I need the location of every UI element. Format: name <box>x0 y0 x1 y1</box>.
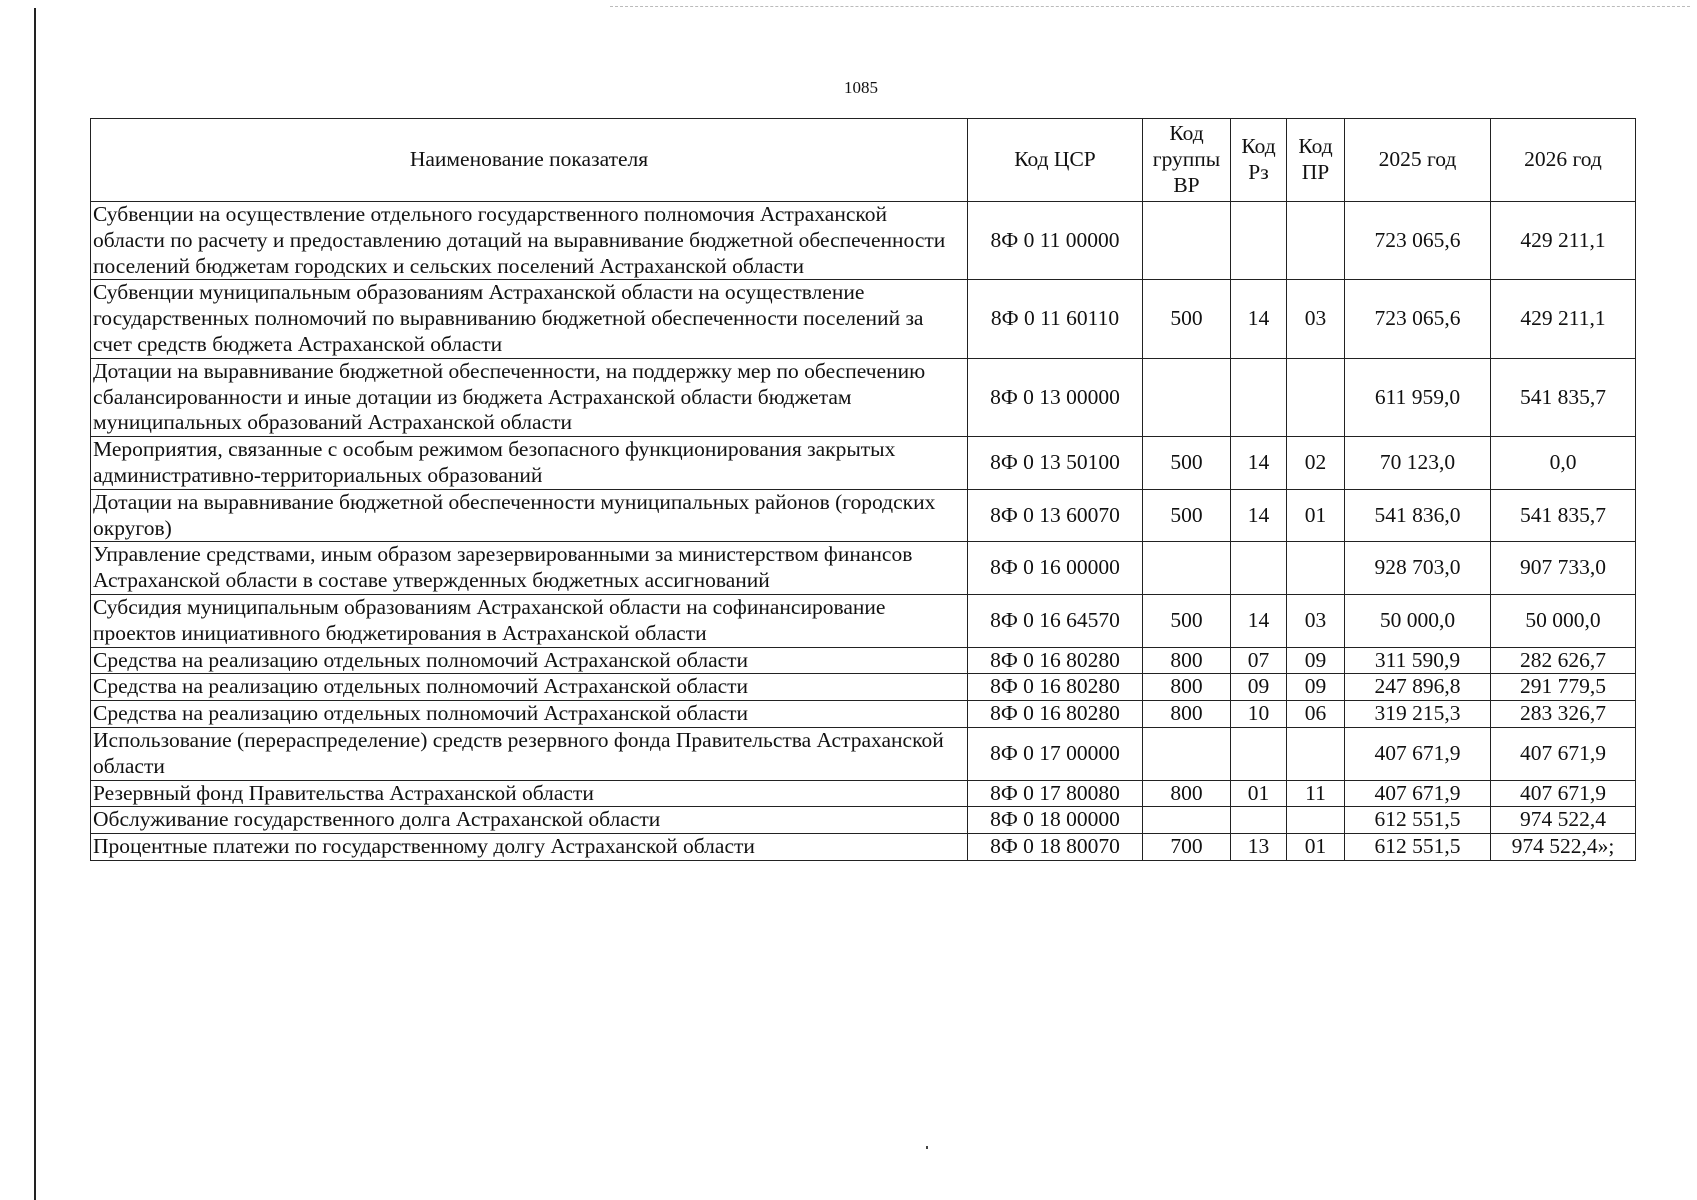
cell-2026: 429 211,1 <box>1491 280 1636 358</box>
table-row <box>91 489 1636 542</box>
table-header-row <box>91 119 1636 202</box>
cell-2026: 407 671,9 <box>1491 780 1636 807</box>
cell-rz <box>1231 807 1287 834</box>
table-row <box>91 594 1636 647</box>
page-number: 1085 <box>844 78 878 97</box>
cell-2025: 319 215,3 <box>1345 701 1491 728</box>
cell-vr <box>1143 727 1231 780</box>
table-row <box>91 280 1636 358</box>
cell-name: Резервный фонд Правительства Астраханской области <box>91 780 968 807</box>
top-scan-edge <box>610 6 1690 7</box>
cell-name: Субвенции муниципальным образованиям Астраханской области на осуществление государственных полномочий по выравниванию бюджетной обеспеченности поселений за счет средств бюджета Астраханской области <box>91 280 968 358</box>
cell-rz <box>1231 727 1287 780</box>
cell-pr <box>1287 807 1345 834</box>
cell-2026: 282 626,7 <box>1491 647 1636 674</box>
cell-csr: 8Ф 0 16 80280 <box>968 647 1143 674</box>
header-name: Наименование показателя <box>91 119 968 202</box>
table-row <box>91 647 1636 674</box>
cell-rz: 09 <box>1231 674 1287 701</box>
table-row <box>91 834 1636 861</box>
table-row <box>91 202 1636 280</box>
cell-vr: 800 <box>1143 674 1231 701</box>
cell-csr: 8Ф 0 16 80280 <box>968 674 1143 701</box>
cell-pr: 02 <box>1287 437 1345 490</box>
cell-rz: 14 <box>1231 280 1287 358</box>
table-row <box>91 542 1636 595</box>
cell-vr: 800 <box>1143 647 1231 674</box>
cell-rz <box>1231 358 1287 436</box>
cell-2026: 541 835,7 <box>1491 489 1636 542</box>
cell-vr <box>1143 358 1231 436</box>
header-csr: Код ЦСР <box>968 119 1143 202</box>
table-row <box>91 674 1636 701</box>
cell-pr: 01 <box>1287 489 1345 542</box>
cell-rz: 13 <box>1231 834 1287 861</box>
budget-table <box>90 118 1636 861</box>
cell-2025: 723 065,6 <box>1345 280 1491 358</box>
cell-csr: 8Ф 0 17 80080 <box>968 780 1143 807</box>
cell-name: Использование (перераспределение) средств резервного фонда Правительства Астраханской области <box>91 727 968 780</box>
cell-csr: 8Ф 0 11 00000 <box>968 202 1143 280</box>
cell-2026: 974 522,4»; <box>1491 834 1636 861</box>
cell-rz: 14 <box>1231 489 1287 542</box>
cell-vr <box>1143 202 1231 280</box>
cell-2026: 291 779,5 <box>1491 674 1636 701</box>
cell-2025: 723 065,6 <box>1345 202 1491 280</box>
cell-vr: 500 <box>1143 594 1231 647</box>
cell-csr: 8Ф 0 16 00000 <box>968 542 1143 595</box>
cell-name: Средства на реализацию отдельных полномочий Астраханской области <box>91 674 968 701</box>
cell-csr: 8Ф 0 13 60070 <box>968 489 1143 542</box>
cell-2025: 407 671,9 <box>1345 780 1491 807</box>
cell-pr: 01 <box>1287 834 1345 861</box>
cell-name: Процентные платежи по государственному долгу Астраханской области <box>91 834 968 861</box>
cell-pr <box>1287 358 1345 436</box>
cell-2026: 429 211,1 <box>1491 202 1636 280</box>
cell-vr: 500 <box>1143 437 1231 490</box>
cell-vr: 800 <box>1143 701 1231 728</box>
cell-2026: 541 835,7 <box>1491 358 1636 436</box>
cell-csr: 8Ф 0 13 00000 <box>968 358 1143 436</box>
cell-pr <box>1287 727 1345 780</box>
cell-rz: 10 <box>1231 701 1287 728</box>
cell-vr <box>1143 542 1231 595</box>
cell-rz: 07 <box>1231 647 1287 674</box>
cell-2025: 247 896,8 <box>1345 674 1491 701</box>
cell-pr: 11 <box>1287 780 1345 807</box>
cell-2026: 50 000,0 <box>1491 594 1636 647</box>
cell-csr: 8Ф 0 18 00000 <box>968 807 1143 834</box>
cell-vr: 500 <box>1143 280 1231 358</box>
scan-speck <box>926 1146 928 1149</box>
cell-name: Средства на реализацию отдельных полномочий Астраханской области <box>91 701 968 728</box>
cell-2025: 612 551,5 <box>1345 834 1491 861</box>
cell-csr: 8Ф 0 11 60110 <box>968 280 1143 358</box>
table-row <box>91 807 1636 834</box>
cell-2026: 974 522,4 <box>1491 807 1636 834</box>
cell-csr: 8Ф 0 16 80280 <box>968 701 1143 728</box>
cell-2025: 70 123,0 <box>1345 437 1491 490</box>
cell-name: Управление средствами, иным образом зарезервированными за министерством финансов Астраханской области в составе утвержденных бюджетных ассигнований <box>91 542 968 595</box>
header-vr: Код группы ВР <box>1143 119 1231 202</box>
cell-2025: 611 959,0 <box>1345 358 1491 436</box>
cell-pr: 03 <box>1287 594 1345 647</box>
cell-pr <box>1287 542 1345 595</box>
cell-pr: 09 <box>1287 674 1345 701</box>
cell-vr <box>1143 807 1231 834</box>
cell-rz: 14 <box>1231 594 1287 647</box>
table-row <box>91 780 1636 807</box>
cell-rz <box>1231 542 1287 595</box>
cell-2025: 541 836,0 <box>1345 489 1491 542</box>
cell-2026: 407 671,9 <box>1491 727 1636 780</box>
header-2026: 2026 год <box>1491 119 1636 202</box>
table-row <box>91 358 1636 436</box>
cell-name: Субсидия муниципальным образованиям Астраханской области на софинансирование проектов инициативного бюджетирования в Астраханской области <box>91 594 968 647</box>
cell-2026: 283 326,7 <box>1491 701 1636 728</box>
cell-2025: 311 590,9 <box>1345 647 1491 674</box>
cell-pr: 03 <box>1287 280 1345 358</box>
cell-name: Мероприятия, связанные с особым режимом безопасного функционирования закрытых административно-территориальных образований <box>91 437 968 490</box>
cell-name: Обслуживание государственного долга Астраханской области <box>91 807 968 834</box>
cell-2025: 50 000,0 <box>1345 594 1491 647</box>
cell-2025: 612 551,5 <box>1345 807 1491 834</box>
cell-pr <box>1287 202 1345 280</box>
cell-vr: 800 <box>1143 780 1231 807</box>
cell-2026: 907 733,0 <box>1491 542 1636 595</box>
cell-2026: 0,0 <box>1491 437 1636 490</box>
cell-name: Субвенции на осуществление отдельного государственного полномочия Астраханской области по расчету и предоставлению дотаций на выравнивание бюджетной обеспеченности поселений бюджетам городских и сельских поселений Астраханской области <box>91 202 968 280</box>
cell-2025: 407 671,9 <box>1345 727 1491 780</box>
cell-pr: 09 <box>1287 647 1345 674</box>
header-pr: Код ПР <box>1287 119 1345 202</box>
cell-csr: 8Ф 0 13 50100 <box>968 437 1143 490</box>
cell-rz: 01 <box>1231 780 1287 807</box>
cell-name: Дотации на выравнивание бюджетной обеспеченности, на поддержку мер по обеспечению сбалансированности и иные дотации из бюджета Астраханской области бюджетам муниципальных образований Астраханской области <box>91 358 968 436</box>
table-row <box>91 727 1636 780</box>
cell-csr: 8Ф 0 18 80070 <box>968 834 1143 861</box>
table-row <box>91 701 1636 728</box>
cell-2025: 928 703,0 <box>1345 542 1491 595</box>
cell-rz: 14 <box>1231 437 1287 490</box>
header-2025: 2025 год <box>1345 119 1491 202</box>
cell-vr: 500 <box>1143 489 1231 542</box>
cell-name: Средства на реализацию отдельных полномочий Астраханской области <box>91 647 968 674</box>
cell-pr: 06 <box>1287 701 1345 728</box>
left-margin-line <box>34 8 36 1200</box>
cell-csr: 8Ф 0 16 64570 <box>968 594 1143 647</box>
cell-name: Дотации на выравнивание бюджетной обеспеченности муниципальных районов (городских округов) <box>91 489 968 542</box>
table-row <box>91 437 1636 490</box>
cell-rz <box>1231 202 1287 280</box>
header-rz: Код Рз <box>1231 119 1287 202</box>
cell-csr: 8Ф 0 17 00000 <box>968 727 1143 780</box>
cell-vr: 700 <box>1143 834 1231 861</box>
